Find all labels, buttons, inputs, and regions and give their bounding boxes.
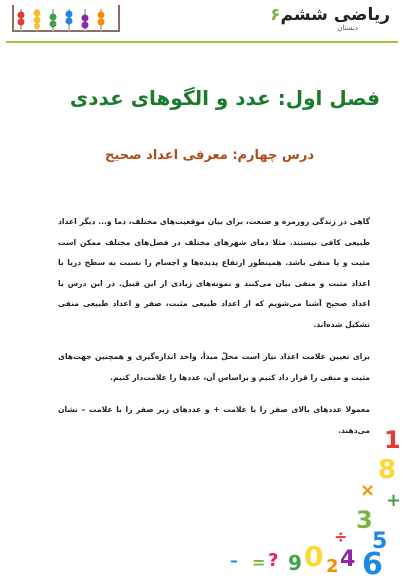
svg-text:+: + xyxy=(386,490,402,511)
lesson-body xyxy=(58,212,370,453)
page-header xyxy=(0,0,404,44)
brand-title xyxy=(270,5,390,25)
svg-text:–: – xyxy=(230,551,238,570)
svg-text:×: × xyxy=(360,480,376,501)
svg-text:?: ? xyxy=(268,550,279,571)
svg-text:1: 1 xyxy=(384,426,401,454)
svg-text:9: 9 xyxy=(288,551,302,575)
svg-text:5: 5 xyxy=(372,529,388,554)
chapter-title: فصل اول: عدد و الگوهای عددی xyxy=(69,86,380,110)
svg-text:2: 2 xyxy=(326,556,339,577)
paragraph-intro: گاهی در زندگی روزمره و صنعت، برای بیان موقعیت‌های مختلف، دما و... دیگر اعداد طبیعی کافی نیستند. مثلا دمای شهرهای مختلف در فصل‌های مختلف ممکن است مثبت و یا منفی باشد. همینطور ارتفاع پدیده‌ها و اجسام را نسبت به سطح دریا با اعداد مثبت و منفی بیان می‌کنند و نمونه‌های زیادی از این قبیل. در این درس با اعداد صحیح آشنا می‌شویم که از اعداد طبیعی مثبت، صفر و اعداد طبیعی منفی تشکیل شده‌اند. xyxy=(58,217,370,329)
paragraph-convention: معمولا عددهای بالای صفر را با علامت + و عددهای زیر صفر را با علامت – نشان می‌دهند. xyxy=(58,405,370,435)
brand-title-text: ریاضی ششم xyxy=(280,5,390,25)
svg-text:8: 8 xyxy=(378,455,397,485)
svg-text:0: 0 xyxy=(304,540,324,573)
svg-text:3: 3 xyxy=(356,506,373,534)
paragraph-sign-rules: برای تعیین علامت اعداد نیاز است محلّ مبدأ، واحد اندازه‌گیری و همچنین جهت‌های مثبت و منفی را قرار داد کنیم و براساس آن، عددها را علامت‌دار کنیم. xyxy=(58,352,370,382)
svg-text:6: 6 xyxy=(362,547,383,580)
lesson-title: درس چهارم: معرفی اعداد صحیح xyxy=(105,148,314,163)
svg-text:=: = xyxy=(252,553,266,572)
svg-text:÷: ÷ xyxy=(334,527,348,546)
abacus-icon xyxy=(10,3,122,33)
svg-text:4: 4 xyxy=(340,547,356,572)
brand-subtitle: دبستان xyxy=(337,24,358,32)
brand-number: ۶ xyxy=(270,5,281,25)
brand-logo xyxy=(270,5,390,25)
header-divider xyxy=(6,41,398,43)
